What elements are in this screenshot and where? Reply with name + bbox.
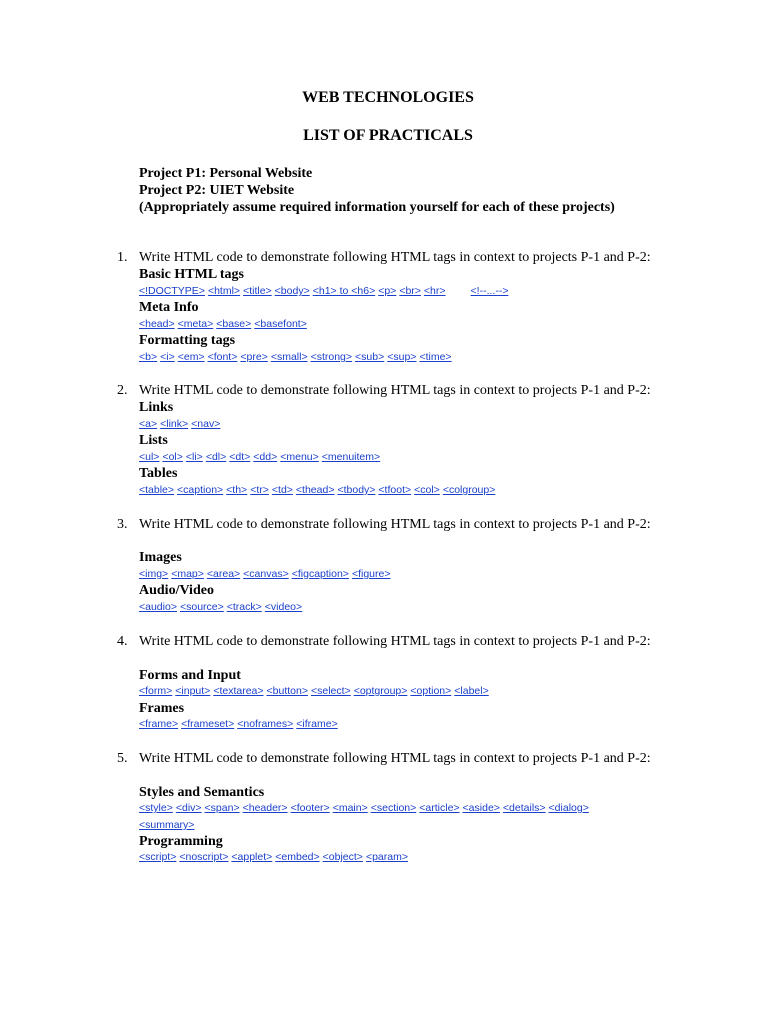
practical-4-tags-forms <box>139 685 492 698</box>
practical-1-number: 1. <box>117 250 128 265</box>
tag-link[interactable]: <a> <box>139 418 158 430</box>
practical-2-heading-lists: Lists <box>139 433 168 448</box>
practical-2-tags-tables <box>139 484 498 497</box>
tag-link[interactable]: <head> <box>139 318 175 330</box>
practical-2-heading-links: Links <box>139 400 174 415</box>
practical-1-tags-basic-html <box>139 285 511 298</box>
tag-link[interactable]: <details> <box>502 802 546 814</box>
document-subtitle: LIST OF PRACTICALS <box>303 127 473 144</box>
practical-2-heading-tables: Tables <box>139 466 178 481</box>
project-note-line: (Appropriately assume required information yourself for each of these projects) <box>139 200 615 215</box>
tag-link[interactable]: <thead> <box>295 484 335 496</box>
tag-link[interactable]: <colgroup> <box>442 484 496 496</box>
tag-link[interactable]: <tbody> <box>337 484 376 496</box>
tag-link[interactable]: <frame> <box>139 718 179 730</box>
tag-link[interactable]: <span> <box>204 802 240 814</box>
tag-link[interactable]: <title> <box>243 285 272 297</box>
tag-link[interactable]: <track> <box>226 601 262 613</box>
practical-4-heading-forms: Forms and Input <box>139 668 241 683</box>
tag-link[interactable]: <i> <box>160 351 175 363</box>
tag-link[interactable]: <button> <box>266 685 308 697</box>
tag-link[interactable]: <small> <box>270 351 308 363</box>
tag-link[interactable]: <menu> <box>280 451 319 463</box>
tag-link[interactable]: <figcaption> <box>291 568 349 580</box>
tag-link[interactable]: <tfoot> <box>378 484 412 496</box>
tag-link[interactable]: <textarea> <box>213 685 264 697</box>
practical-2-tags-lists <box>139 451 383 464</box>
tag-link[interactable]: <noscript> <box>179 851 229 863</box>
tag-link[interactable]: <canvas> <box>243 568 289 580</box>
tag-link[interactable]: <applet> <box>231 851 273 863</box>
practical-5-tags-programming <box>139 851 411 864</box>
tag-link[interactable]: <object> <box>322 851 363 863</box>
practical-5-tags-styles-line2 <box>139 819 197 832</box>
tag-link[interactable]: <header> <box>242 802 288 814</box>
tag-link[interactable]: <sup> <box>387 351 417 363</box>
tag-link[interactable]: <b> <box>139 351 158 363</box>
tag-link[interactable]: <!DOCTYPE> <box>139 285 205 297</box>
tag-link[interactable]: <meta> <box>177 318 214 330</box>
tag-link[interactable]: <area> <box>206 568 241 580</box>
tag-link[interactable]: <embed> <box>275 851 320 863</box>
tag-link[interactable]: <col> <box>414 484 440 496</box>
tag-link[interactable]: <dialog> <box>548 802 589 814</box>
tag-link[interactable]: <source> <box>179 601 224 613</box>
project-p2-line: Project P2: UIET Website <box>139 183 295 198</box>
tag-link[interactable]: <strong> <box>310 351 353 363</box>
project-p1-line: Project P1: Personal Website <box>139 166 313 181</box>
practical-5-heading-programming: Programming <box>139 834 223 849</box>
tag-link[interactable]: <img> <box>139 568 169 580</box>
tag-link[interactable]: <basefont> <box>254 318 307 330</box>
practical-5-heading-styles: Styles and Semantics <box>139 785 265 800</box>
tag-link[interactable]: <audio> <box>139 601 177 613</box>
tag-link[interactable]: <map> <box>171 568 204 580</box>
tag-link[interactable]: <link> <box>160 418 189 430</box>
tag-link[interactable]: <html> <box>207 285 241 297</box>
practical-4-number: 4. <box>117 634 128 649</box>
practical-2-instruction: Write HTML code to demonstrate following HTML tags in context to projects P-1 and P-2: <box>139 383 651 398</box>
tag-link[interactable]: <!--...--> <box>470 285 509 297</box>
tag-link[interactable]: <input> <box>175 685 211 697</box>
tag-link[interactable]: <ul> <box>139 451 160 463</box>
tag-link[interactable]: <aside> <box>462 802 500 814</box>
practical-3-tags-audio-video <box>139 601 305 614</box>
tag-link[interactable]: <param> <box>365 851 408 863</box>
tag-link[interactable]: <menuitem> <box>321 451 381 463</box>
practical-5-number: 5. <box>117 751 128 766</box>
practical-3-tags-images <box>139 568 393 581</box>
tag-link[interactable]: <sub> <box>355 351 385 363</box>
tag-link[interactable]: <hr> <box>423 285 446 297</box>
practical-2-number: 2. <box>117 383 128 398</box>
tag-link[interactable]: <figure> <box>351 568 391 580</box>
tag-link[interactable]: <main> <box>332 802 368 814</box>
practical-1-tags-meta-info <box>139 318 310 331</box>
tag-link[interactable]: <base> <box>216 318 252 330</box>
practical-1-heading-meta-info: Meta Info <box>139 300 199 315</box>
tag-link[interactable]: <time> <box>419 351 452 363</box>
practical-1-heading-basic-html: Basic HTML tags <box>139 267 245 282</box>
practical-3-instruction: Write HTML code to demonstrate following HTML tags in context to projects P-1 and P-2: <box>139 517 651 532</box>
tag-link[interactable]: <td> <box>271 484 293 496</box>
practical-4-instruction: Write HTML code to demonstrate following HTML tags in context to projects P-1 and P-2: <box>139 634 651 649</box>
tag-link[interactable]: <em> <box>177 351 205 363</box>
tag-link[interactable]: <noframes> <box>237 718 294 730</box>
tag-link[interactable]: <video> <box>264 601 303 613</box>
tag-link[interactable]: <section> <box>370 802 417 814</box>
tag-link[interactable]: <article> <box>419 802 460 814</box>
tag-link[interactable]: <label> <box>454 685 489 697</box>
tag-link[interactable]: <tr> <box>250 484 269 496</box>
tag-link[interactable]: <dt> <box>229 451 251 463</box>
practical-2-tags-links <box>139 418 223 431</box>
tag-link[interactable]: <frameset> <box>181 718 235 730</box>
tag-link[interactable]: <option> <box>410 685 452 697</box>
tag-link[interactable]: <p> <box>378 285 397 297</box>
tag-link[interactable]: <li> <box>185 451 203 463</box>
tag-link[interactable]: <dl> <box>205 451 227 463</box>
practical-3-heading-audio-video: Audio/Video <box>139 583 214 598</box>
tag-link[interactable]: <br> <box>399 285 421 297</box>
practical-1-heading-formatting: Formatting tags <box>139 333 236 348</box>
tag-link[interactable]: <form> <box>139 685 173 697</box>
tag-link[interactable]: <script> <box>139 851 177 863</box>
practical-5-tags-styles <box>139 802 592 815</box>
document-title: WEB TECHNOLOGIES <box>302 89 474 106</box>
practical-4-tags-frames <box>139 718 341 731</box>
practical-3-heading-images: Images <box>139 550 182 565</box>
tag-link[interactable]: <iframe> <box>296 718 338 730</box>
tag-link[interactable]: <font> <box>207 351 238 363</box>
tag-link[interactable]: <th> <box>226 484 248 496</box>
tag-link[interactable]: <table> <box>139 484 175 496</box>
tag-link[interactable]: <select> <box>310 685 351 697</box>
practical-5-instruction: Write HTML code to demonstrate following HTML tags in context to projects P-1 and P-2: <box>139 751 651 766</box>
practical-3-number: 3. <box>117 517 128 532</box>
tag-link[interactable]: <dd> <box>253 451 278 463</box>
tag-link[interactable]: <style> <box>139 802 173 814</box>
tag-link[interactable]: <body> <box>274 285 310 297</box>
tag-link[interactable]: <nav> <box>191 418 221 430</box>
tag-link[interactable]: <summary> <box>139 819 195 831</box>
practical-4-heading-frames: Frames <box>139 701 185 716</box>
tag-link[interactable]: <footer> <box>290 802 330 814</box>
tag-link[interactable]: <h1> to <h6> <box>312 285 376 297</box>
tag-link[interactable]: <ol> <box>162 451 183 463</box>
tag-link[interactable]: <div> <box>175 802 202 814</box>
tag-link[interactable]: <caption> <box>177 484 224 496</box>
practical-1-instruction: Write HTML code to demonstrate following HTML tags in context to projects P-1 and P-2: <box>139 250 651 265</box>
tag-link[interactable]: <optgroup> <box>353 685 408 697</box>
tag-link[interactable]: <pre> <box>240 351 268 363</box>
practical-1-tags-formatting <box>139 351 455 364</box>
